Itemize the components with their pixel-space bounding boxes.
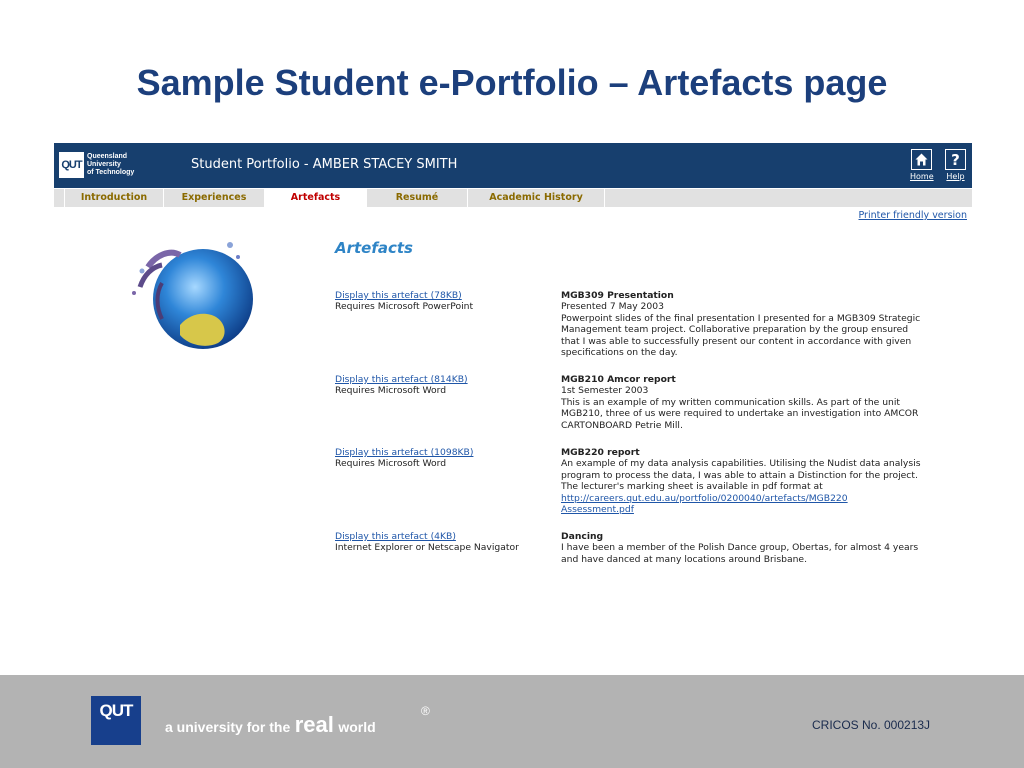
artefact-line: Powerpoint slides of the final presentation I presented for a MGB309 Strategic: [561, 312, 921, 324]
artefact-line: An example of my data analysis capabilities. Utilising the Nudist data analysis: [561, 458, 921, 470]
registered-mark: ®: [421, 704, 430, 718]
portfolio-screenshot: [54, 143, 972, 583]
artefact-title: MGB309 Presentation: [561, 290, 674, 301]
help-label[interactable]: Help: [946, 172, 965, 181]
qut-header-logo[interactable]: QUT: [59, 152, 84, 178]
slide-title: Sample Student e-Portfolio – Artefacts page: [136, 62, 888, 103]
artefact-requirement: Requires Microsoft PowerPoint: [335, 301, 474, 313]
tab-academic-history[interactable]: Academic History: [468, 189, 605, 207]
display-artefact-link[interactable]: Display this artefact (814KB): [335, 374, 468, 385]
home-icon[interactable]: [911, 149, 932, 170]
artefact-title: MGB210 Amcor report: [561, 374, 676, 385]
footer-band: [0, 675, 1024, 768]
help-button[interactable]: [945, 149, 966, 181]
artefact-title: MGB220 report: [561, 447, 640, 458]
artefacts-heading: Artefacts: [335, 239, 413, 257]
display-artefact-link[interactable]: Display this artefact (4KB): [335, 531, 456, 542]
qut-logo: QUT: [91, 696, 141, 745]
artefact-title: Dancing: [561, 531, 604, 542]
tab-artefacts[interactable]: Artefacts: [265, 189, 367, 207]
home-button[interactable]: [910, 149, 934, 181]
artefact-requirement: Requires Microsoft Word: [335, 385, 447, 397]
tab-experiences[interactable]: Experiences: [164, 189, 265, 207]
globe-image: [118, 227, 268, 355]
uni-line-3: of Technology: [87, 169, 135, 176]
tab-bar: [54, 189, 972, 207]
artefact-line: program to process the data, I was able to attain a Distinction for the project.: [561, 469, 918, 481]
artefact-line: CARTONBOARD Petrie Mill.: [561, 419, 683, 431]
portal-header: [54, 143, 972, 188]
display-artefact-link[interactable]: Display this artefact (1098KB): [335, 447, 474, 458]
artefact-line: 1st Semester 2003: [561, 385, 649, 397]
home-label[interactable]: Home: [910, 172, 934, 181]
artefact-line: and have danced at many locations around Brisbane.: [561, 553, 807, 565]
tagline-real: real: [294, 712, 334, 737]
printer-friendly-link[interactable]: Printer friendly version: [858, 210, 967, 221]
tab-resume[interactable]: Resumé: [367, 189, 468, 207]
artefact-requirement: Internet Explorer or Netscape Navigator: [335, 542, 519, 554]
university-name: [87, 153, 134, 177]
assessment-pdf-link[interactable]: Assessment.pdf: [561, 504, 634, 516]
tagline-world: world: [338, 719, 376, 735]
uni-line-1: Queensland: [87, 153, 128, 160]
display-artefact-link[interactable]: Display this artefact (78KB): [335, 290, 462, 301]
artefact-line: specifications on the day.: [561, 347, 678, 359]
artefact-line: This is an example of my written communication skills. As part of the unit: [561, 396, 901, 408]
uni-line-2: University: [87, 161, 121, 168]
tagline-prefix: a university for the: [165, 719, 291, 735]
artefact-line: Presented 7 May 2003: [561, 301, 664, 313]
artefact-line: Management team project. Collaborative preparation by the group ensured: [561, 324, 909, 336]
cricos-number: CRICOS No. 000213J: [812, 718, 931, 732]
artefact-requirement: Requires Microsoft Word: [335, 458, 447, 470]
artefact-line: that I was able to successfully present our content in accordance with given: [561, 335, 912, 347]
portfolio-title: Student Portfolio - AMBER STACEY SMITH: [191, 157, 458, 172]
assessment-pdf-link[interactable]: http://careers.qut.edu.au/portfolio/0200040/artefacts/MGB220: [561, 492, 848, 504]
artefact-line: MGB210, three of us were required to undertake an investigation into AMCOR: [561, 408, 919, 420]
help-icon[interactable]: ?: [945, 149, 966, 170]
university-tagline: [165, 712, 376, 738]
artefact-line: I have been a member of the Polish Dance group, Obertas, for almost 4 years: [561, 542, 919, 554]
artefact-line: The lecturer's marking sheet is available in pdf format at: [561, 481, 823, 493]
tab-introduction[interactable]: Introduction: [65, 189, 164, 207]
